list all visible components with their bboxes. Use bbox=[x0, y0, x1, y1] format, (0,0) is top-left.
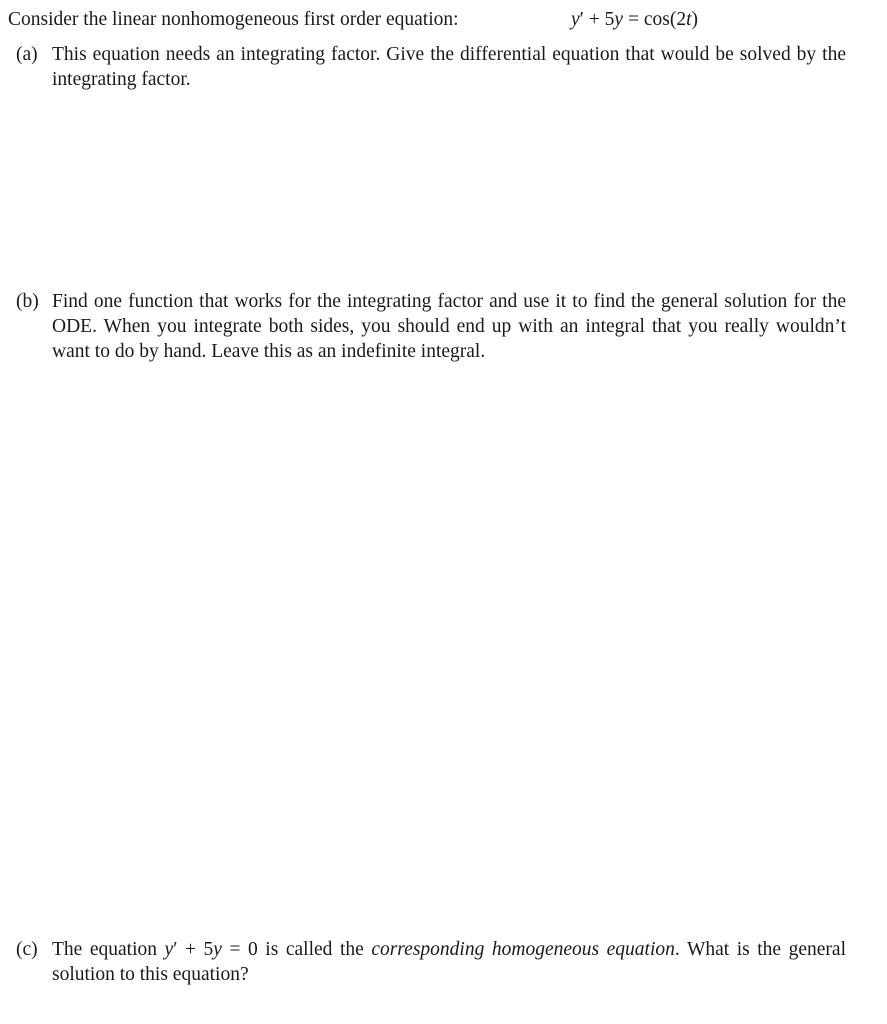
part-c-emphasis: corresponding homogeneous equation bbox=[371, 939, 675, 960]
part-c-eq-prime: ′ bbox=[173, 939, 178, 960]
part-c-eq-plus-5: + 5 bbox=[177, 939, 214, 960]
part-c-text bbox=[52, 937, 846, 987]
part-b-tag: (b) bbox=[16, 291, 39, 312]
eq-y: y bbox=[571, 9, 580, 30]
part-a-tag: (a) bbox=[16, 44, 38, 65]
part-c-eq-rhs: = 0 is called the bbox=[221, 939, 372, 960]
eq-prime: ′ bbox=[579, 9, 584, 30]
part-c bbox=[16, 937, 846, 987]
eq-rhs: = cos(2 bbox=[623, 9, 687, 30]
main-equation bbox=[571, 7, 698, 32]
part-a-text: This equation needs an integrating factor. Give the differential equation that would be solved by the integrating factor. bbox=[52, 44, 846, 90]
eq-y2: y bbox=[614, 9, 624, 30]
eq-close: ) bbox=[691, 9, 698, 30]
part-c-tag: (c) bbox=[16, 939, 38, 960]
problem-intro bbox=[8, 7, 868, 32]
part-c-text-before: The equation bbox=[52, 939, 165, 960]
part-b bbox=[16, 289, 846, 364]
eq-plus-5: + 5 bbox=[583, 9, 615, 30]
part-c-text-after: . What is the general solution to this equation? bbox=[52, 939, 846, 985]
part-b-text: Find one function that works for the integrating factor and use it to find the general solution for the ODE. When you integrate both sides, you should end up with an integral that you really wouldn’t want to do by hand. Leave this as an indefinite integral. bbox=[52, 291, 846, 362]
part-c-eq-y: y bbox=[164, 939, 174, 960]
part-c-eq-y2: y bbox=[213, 939, 222, 960]
eq-t: t bbox=[686, 9, 692, 30]
part-a bbox=[16, 42, 846, 92]
intro-text: Consider the linear nonhomogeneous first order equation: bbox=[8, 9, 459, 30]
